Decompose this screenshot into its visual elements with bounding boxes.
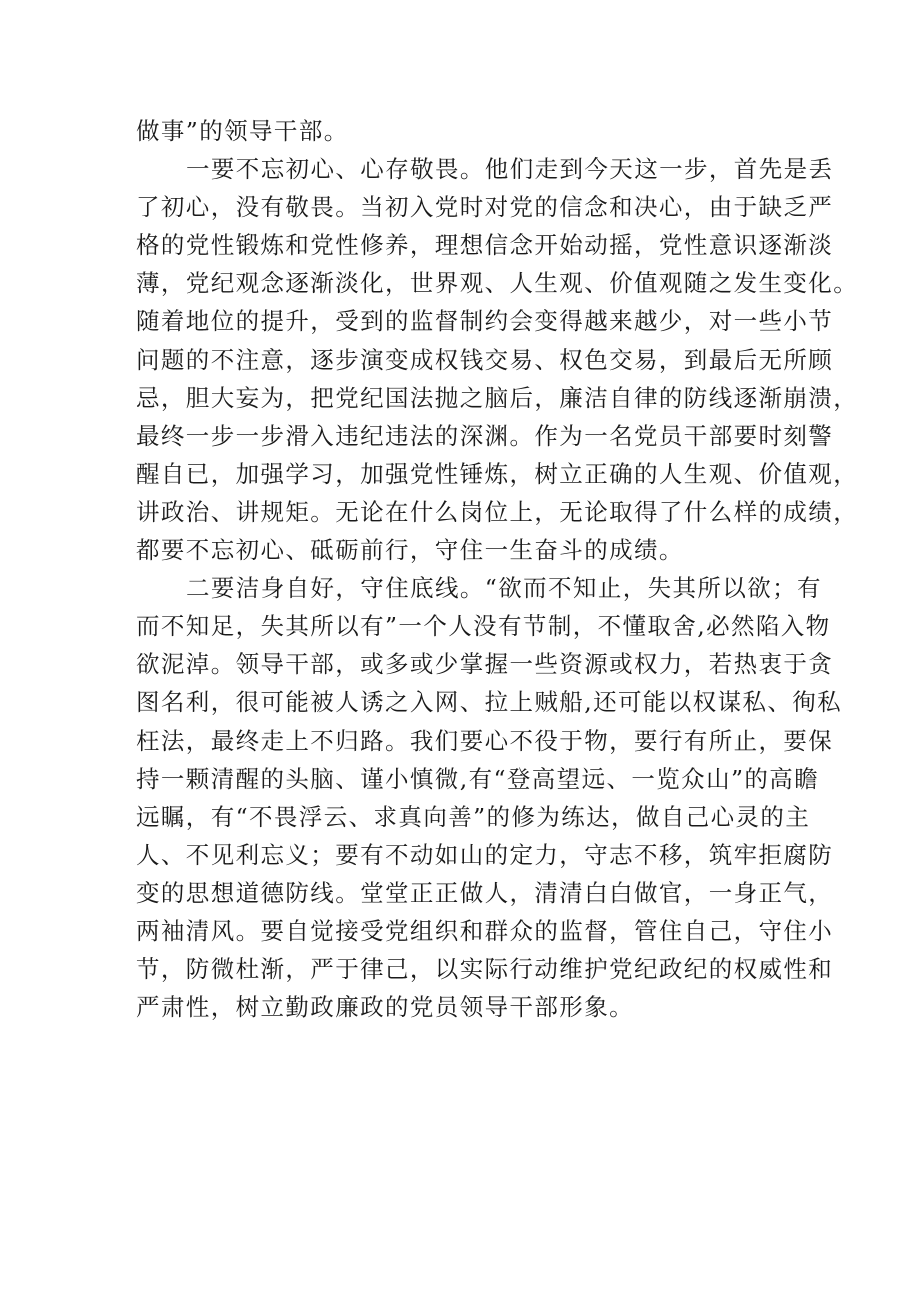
text-line: 远瞩，有“不畏浮云、求真向善”的修为练达，做自己心灵的主 [136, 802, 811, 831]
document-body [136, 112, 859, 1026]
text-line: 严肃性，树立勤政廉政的党员领导干部形象。 [136, 993, 634, 1022]
text-line: 了初心，没有敬畏。当初入党时对党的信念和决心，由于缺乏严 [136, 193, 834, 222]
text-line: 图名利，很可能被人诱之入网、拉上贼船,还可能以权谋私、徇私 [136, 688, 843, 717]
text-line: 人、不见利忘义；要有不动如山的定力，守志不移，筑牢拒腐防 [136, 840, 834, 869]
text-line: 变的思想道德防线。堂堂正正做人，清清白白做官，一身正气， [136, 878, 834, 907]
text-line: 两袖清风。要自觉接受党组织和群众的监督，管住自己，守住小 [136, 916, 834, 945]
text-line: 醒自已，加强学习，加强党性锤炼，树立正确的人生观、价值观， [136, 459, 859, 488]
text-line: 薄，党纪观念逐渐淡化，世界观、人生观、价值观随之发生变化。 [136, 269, 859, 298]
paragraph-start-line: 二要洁身自好，守住底线。“欲而不知止，失其所以欲；有 [186, 574, 822, 603]
text-line: 随着地位的提升，受到的监督制约会变得越来越少，对一些小节 [136, 307, 834, 336]
text-line: 做事”的领导干部。 [136, 117, 349, 145]
text-line: 持一颗清醒的头脑、谨小慎微,有“登高望远、一览众山”的高瞻 [136, 764, 820, 793]
text-line: 欲泥淖。领导干部，或多或少掌握一些资源或权力，若热衷于贪 [136, 650, 834, 679]
text-line: 节，防微杜渐，严于律己，以实际行动维护党纪政纪的权威性和 [136, 955, 834, 984]
text-line: 讲政治、讲规矩。无论在什么岗位上，无论取得了什么样的成绩， [136, 497, 859, 526]
text-line: 忌，胆大妄为，把党纪国法抛之脑后，廉洁自律的防线逐渐崩溃， [136, 383, 859, 412]
text-line: 格的党性锻炼和党性修养，理想信念开始动摇，党性意识逐渐淡 [136, 231, 834, 260]
text-line: 问题的不注意，逐步演变成权钱交易、权色交易，到最后无所顾 [136, 345, 834, 374]
paragraph-start-line: 一要不忘初心、心存敬畏。他们走到今天这一步，首先是丢 [186, 155, 834, 184]
text-line: 枉法，最终走上不归路。我们要心不役于物，要行有所止，要保 [136, 726, 834, 755]
text-line: 最终一步一步滑入违纪违法的深渊。作为一名党员干部要时刻警 [136, 421, 834, 450]
text-line: 都要不忘初心、砥砺前行，守住一生奋斗的成绩。 [136, 536, 684, 565]
text-line: 而不知足，失其所以有”一个人没有节制，不懂取舍,必然陷入物 [136, 612, 831, 641]
